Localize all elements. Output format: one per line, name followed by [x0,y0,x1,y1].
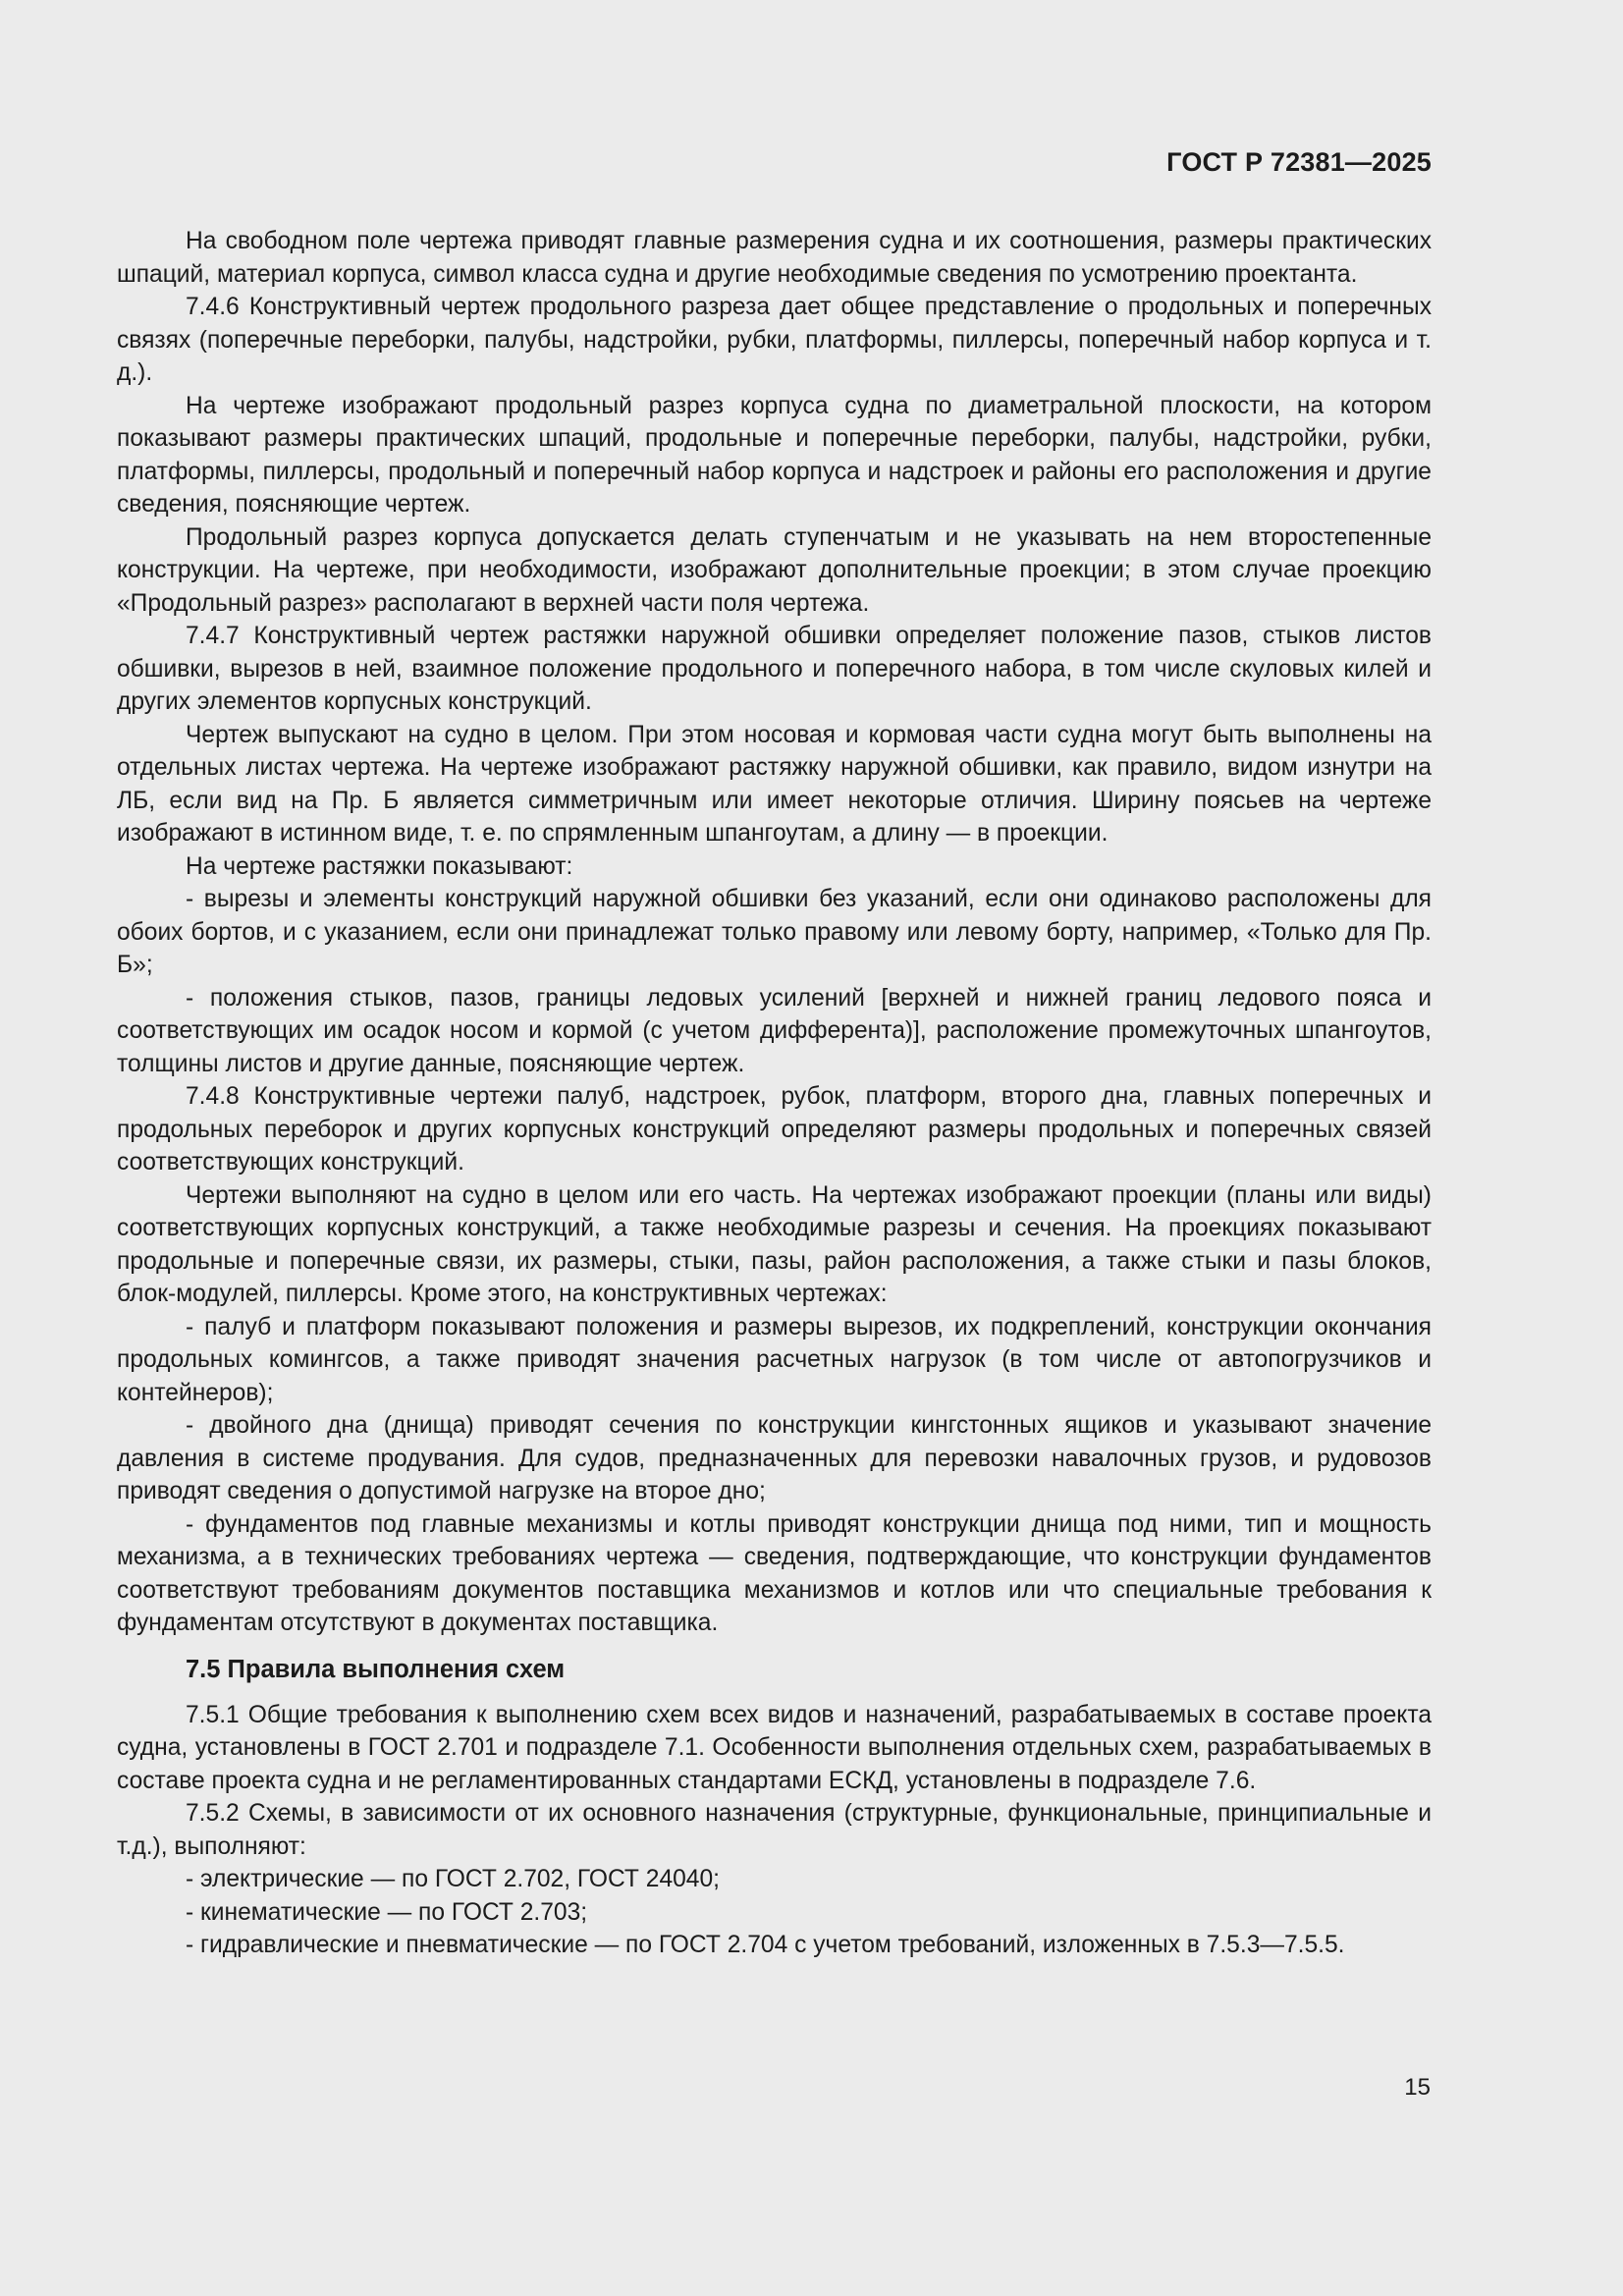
list-item: - вырезы и элементы конструкций наружной обшивки без указаний, если они одинаково расположены для обоих бортов, и с указанием, если они принадлежат только правому или левому борту, например, «Только для Пр. Б»; [117,886,1432,978]
paragraph: На чертеже изображают продольный разрез корпуса судна по диаметральной плоскости, на котором показывают размеры практических шпаций, продольные и поперечные переборки, палубы, надстройки, рубки, платформы, пиллерсы, продольный и поперечный набор корпуса и надстроек и районы его расположения и другие сведения, поясняющие чертеж. [117,392,1432,518]
paragraph: 7.5.1 Общие требования к выполнению схем всех видов и назначений, разрабатываемых в составе проекта судна, установлены в ГОСТ 2.701 и подразделе 7.1. Особенности выполнения отдельных схем, разрабатываемых в составе проекта судна и не регламентированных стандартами ЕСКД, установлены в подразделе 7.6. [117,1701,1432,1794]
paragraph: 7.4.8 Конструктивные чертежи палуб, надстроек, рубок, платформ, второго дна, главных поперечных и продольных переборок и других корпусных конструкций определяют размеры продольных и поперечных связей соответствующих конструкций. [117,1083,1432,1175]
paragraph: 7.4.7 Конструктивный чертеж растяжки наружной обшивки определяет положение пазов, стыков листов обшивки, вырезов в ней, взаимное положение продольного и поперечного набора, в том числе скуловых килей и других элементов корпусных конструкций. [117,623,1432,715]
paragraph: Чертежи выполняют на судно в целом или его часть. На чертежах изображают проекции (планы или виды) соответствующих корпусных конструкций, а также необходимые разрезы и сечения. На проекциях показывают продольные и поперечные связи, их размеры, стыки, пазы, район расположения, а также стыки и пазы блоков, блок-модулей, пиллерсы. Кроме этого, на конструктивных чертежах: [117,1181,1432,1307]
paragraph: 7.4.6 Конструктивный чертеж продольного разреза дает общее представление о продольных и поперечных связях (поперечные переборки, палубы, надстройки, рубки, платформы, пиллерсы, поперечный набор корпуса и т. д.). [117,294,1432,386]
document-body [117,225,1432,1962]
paragraph: На чертеже растяжки показывают: [186,852,573,880]
page-number: 15 [1404,2074,1431,2101]
list-item: - гидравлические и пневматические — по ГОСТ 2.704 с учетом требований, изложенных в 7.5.3—7.5.5. [186,1932,1345,1958]
list-item: - палуб и платформ показывают положения и размеры вырезов, их подкреплений, конструкции окончания продольных комингсов, а также приводят значения расчетных нагрузок (в том числе от автопогрузчиков и контейнеров); [117,1313,1432,1406]
paragraph: На свободном поле чертежа приводят главные размерения судна и их соотношения, размеры практических шпаций, материал корпуса, символ класса судна и другие необходимые сведения по усмотрению проектанта. [117,228,1432,288]
list-item: - положения стыков, пазов, границы ледовых усилений [верхней и нижней границ ледового пояса и соответствующих им осадок носом и кормой (с учетом дифферента)], расположение промежуточных шпангоутов, толщины листов и другие данные, поясняющие чертеж. [117,984,1432,1077]
list-item: - электрические — по ГОСТ 2.702, ГОСТ 24040; [186,1866,720,1892]
paragraph: Продольный разрез корпуса допускается делать ступенчатым и не указывать на нем второстепенные конструкции. На чертеже, при необходимости, изображают дополнительные проекции; в этом случае проекцию «Продольный разрез» располагают в верхней части поля чертежа. [117,523,1432,617]
document-code-header: ГОСТ Р 72381—2025 [1166,147,1432,177]
list-item: - кинематические — по ГОСТ 2.703; [186,1898,588,1926]
paragraph: 7.5.2 Схемы, в зависимости от их основного назначения (структурные, функциональные, принципиальные и т.д.), выполняют: [117,1800,1432,1860]
paragraph: Чертеж выпускают на судно в целом. При этом носовая и кормовая части судна могут быть выполнены на отдельных листах чертежа. На чертеже изображают растяжку наружной обшивки, как правило, видом изнутри на ЛБ, если вид на Пр. Б является симметричным или имеет некоторые отличия. Ширину поясьев на чертеже изображают в истинном виде, т. е. по спрямленным шпангоутам, а длину — в проекции. [117,721,1432,847]
list-item: - фундаментов под главные механизмы и котлы приводят конструкции днища под ними, тип и мощность механизма, а в технических требованиях чертежа — сведения, подтверждающие, что конструкции фундаментов соответствуют требованиям документов поставщика механизмов и котлов или что специальные требования к фундаментам отсутствуют в документах поставщика. [117,1510,1432,1636]
section-heading: 7.5 Правила выполнения схем [186,1655,566,1683]
list-item: - двойного дна (днища) приводят сечения по конструкции кингстонных ящиков и указывают значение давления в системе продувания. Для судов, предназначенных для перевозки навалочных грузов, и рудовозов приводят сведения о допустимой нагрузке на второе дно; [117,1412,1432,1504]
